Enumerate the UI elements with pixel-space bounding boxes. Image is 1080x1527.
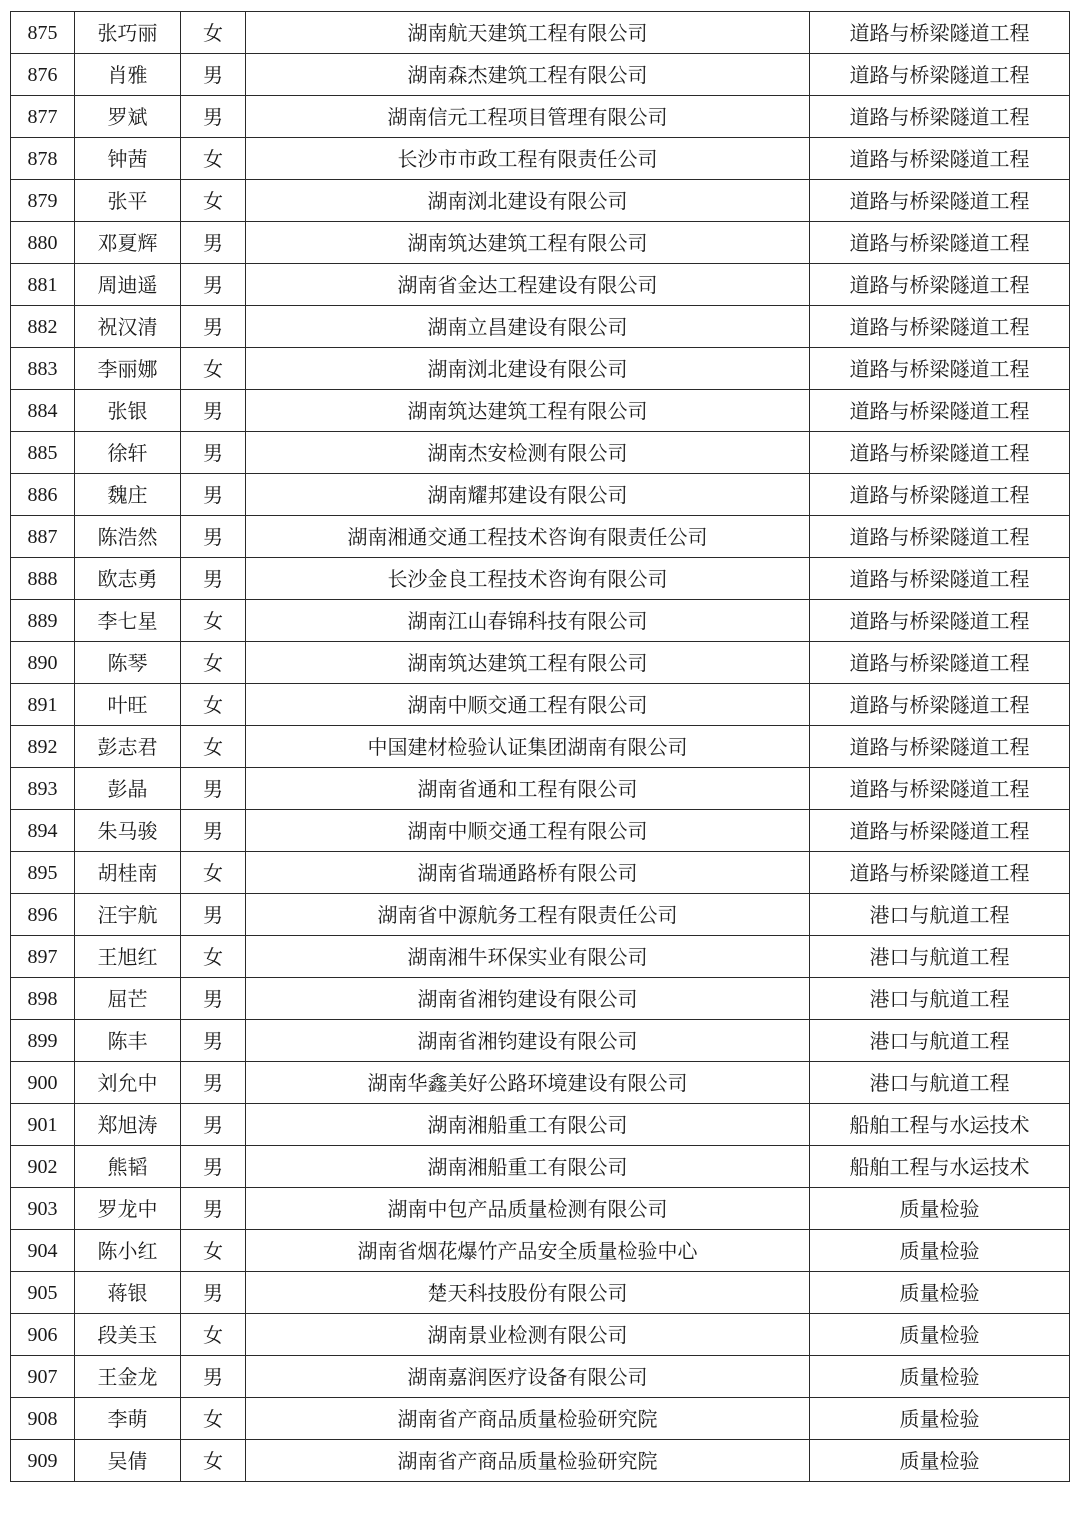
specialty-cell: 质量检验	[810, 1272, 1070, 1314]
table-row	[11, 1062, 1070, 1104]
row-number-cell: 884	[11, 390, 75, 432]
gender-cell: 女	[181, 1440, 246, 1482]
gender-cell: 男	[181, 1188, 246, 1230]
table-row	[11, 978, 1070, 1020]
company-name-cell: 楚天科技股份有限公司	[246, 1272, 810, 1314]
person-name-cell: 魏庄	[75, 474, 181, 516]
company-name-cell: 湖南浏北建设有限公司	[246, 180, 810, 222]
gender-cell: 男	[181, 96, 246, 138]
company-name-cell: 湖南森杰建筑工程有限公司	[246, 54, 810, 96]
gender-cell: 女	[181, 852, 246, 894]
gender-cell: 女	[181, 180, 246, 222]
row-number-cell: 879	[11, 180, 75, 222]
company-name-cell: 湖南省烟花爆竹产品安全质量检验中心	[246, 1230, 810, 1272]
company-name-cell: 湖南筑达建筑工程有限公司	[246, 390, 810, 432]
company-name-cell: 湖南省产商品质量检验研究院	[246, 1398, 810, 1440]
row-number-cell: 878	[11, 138, 75, 180]
gender-cell: 女	[181, 1314, 246, 1356]
row-number-cell: 907	[11, 1356, 75, 1398]
row-number-cell: 900	[11, 1062, 75, 1104]
gender-cell: 男	[181, 474, 246, 516]
row-number-cell: 899	[11, 1020, 75, 1062]
gender-cell: 女	[181, 936, 246, 978]
specialty-cell: 道路与桥梁隧道工程	[810, 516, 1070, 558]
table-row	[11, 516, 1070, 558]
gender-cell: 女	[181, 684, 246, 726]
company-name-cell: 湖南中顺交通工程有限公司	[246, 810, 810, 852]
person-name-cell: 欧志勇	[75, 558, 181, 600]
table-row	[11, 810, 1070, 852]
row-number-cell: 891	[11, 684, 75, 726]
table-row	[11, 180, 1070, 222]
gender-cell: 女	[181, 138, 246, 180]
table-row	[11, 264, 1070, 306]
table-row	[11, 54, 1070, 96]
specialty-cell: 道路与桥梁隧道工程	[810, 810, 1070, 852]
company-name-cell: 湖南湘船重工有限公司	[246, 1104, 810, 1146]
row-number-cell: 888	[11, 558, 75, 600]
person-name-cell: 张巧丽	[75, 12, 181, 54]
company-name-cell: 湖南华鑫美好公路环境建设有限公司	[246, 1062, 810, 1104]
company-name-cell: 湖南江山春锦科技有限公司	[246, 600, 810, 642]
row-number-cell: 885	[11, 432, 75, 474]
company-name-cell: 湖南立昌建设有限公司	[246, 306, 810, 348]
table-row	[11, 474, 1070, 516]
company-name-cell: 湖南省金达工程建设有限公司	[246, 264, 810, 306]
specialty-cell: 道路与桥梁隧道工程	[810, 558, 1070, 600]
table-row	[11, 1440, 1070, 1482]
company-name-cell: 湖南杰安检测有限公司	[246, 432, 810, 474]
row-number-cell: 881	[11, 264, 75, 306]
table-row	[11, 852, 1070, 894]
person-name-cell: 王旭红	[75, 936, 181, 978]
person-name-cell: 李萌	[75, 1398, 181, 1440]
specialty-cell: 船舶工程与水运技术	[810, 1104, 1070, 1146]
specialty-cell: 道路与桥梁隧道工程	[810, 600, 1070, 642]
specialty-cell: 船舶工程与水运技术	[810, 1146, 1070, 1188]
table-row	[11, 1146, 1070, 1188]
gender-cell: 女	[181, 1230, 246, 1272]
person-name-cell: 胡桂南	[75, 852, 181, 894]
company-name-cell: 湖南省湘钧建设有限公司	[246, 1020, 810, 1062]
person-name-cell: 熊韬	[75, 1146, 181, 1188]
company-name-cell: 湖南省瑞通路桥有限公司	[246, 852, 810, 894]
specialty-cell: 道路与桥梁隧道工程	[810, 348, 1070, 390]
table-row	[11, 600, 1070, 642]
table-row	[11, 684, 1070, 726]
gender-cell: 男	[181, 54, 246, 96]
company-name-cell: 湖南嘉润医疗设备有限公司	[246, 1356, 810, 1398]
person-name-cell: 彭晶	[75, 768, 181, 810]
specialty-cell: 质量检验	[810, 1188, 1070, 1230]
table-row	[11, 1272, 1070, 1314]
table-row	[11, 642, 1070, 684]
specialty-cell: 道路与桥梁隧道工程	[810, 474, 1070, 516]
table-row	[11, 1020, 1070, 1062]
company-name-cell: 湖南省中源航务工程有限责任公司	[246, 894, 810, 936]
person-name-cell: 张银	[75, 390, 181, 432]
row-number-cell: 901	[11, 1104, 75, 1146]
gender-cell: 男	[181, 1356, 246, 1398]
specialty-cell: 港口与航道工程	[810, 1062, 1070, 1104]
gender-cell: 女	[181, 348, 246, 390]
specialty-cell: 道路与桥梁隧道工程	[810, 222, 1070, 264]
person-name-cell: 李七星	[75, 600, 181, 642]
table-row	[11, 96, 1070, 138]
company-name-cell: 湖南筑达建筑工程有限公司	[246, 642, 810, 684]
specialty-cell: 质量检验	[810, 1314, 1070, 1356]
row-number-cell: 892	[11, 726, 75, 768]
roster-table	[10, 11, 1070, 1482]
person-name-cell: 邓夏辉	[75, 222, 181, 264]
specialty-cell: 道路与桥梁隧道工程	[810, 432, 1070, 474]
row-number-cell: 886	[11, 474, 75, 516]
specialty-cell: 道路与桥梁隧道工程	[810, 684, 1070, 726]
gender-cell: 女	[181, 726, 246, 768]
specialty-cell: 道路与桥梁隧道工程	[810, 54, 1070, 96]
specialty-cell: 港口与航道工程	[810, 894, 1070, 936]
row-number-cell: 883	[11, 348, 75, 390]
row-number-cell: 887	[11, 516, 75, 558]
person-name-cell: 陈浩然	[75, 516, 181, 558]
row-number-cell: 909	[11, 1440, 75, 1482]
person-name-cell: 郑旭涛	[75, 1104, 181, 1146]
table-row	[11, 1230, 1070, 1272]
gender-cell: 男	[181, 390, 246, 432]
row-number-cell: 893	[11, 768, 75, 810]
gender-cell: 男	[181, 516, 246, 558]
gender-cell: 男	[181, 978, 246, 1020]
gender-cell: 男	[181, 1272, 246, 1314]
person-name-cell: 叶旺	[75, 684, 181, 726]
gender-cell: 女	[181, 1398, 246, 1440]
table-row	[11, 1188, 1070, 1230]
row-number-cell: 898	[11, 978, 75, 1020]
specialty-cell: 道路与桥梁隧道工程	[810, 852, 1070, 894]
gender-cell: 男	[181, 894, 246, 936]
row-number-cell: 880	[11, 222, 75, 264]
person-name-cell: 钟茜	[75, 138, 181, 180]
table-row	[11, 306, 1070, 348]
gender-cell: 男	[181, 768, 246, 810]
gender-cell: 男	[181, 1104, 246, 1146]
specialty-cell: 道路与桥梁隧道工程	[810, 138, 1070, 180]
specialty-cell: 质量检验	[810, 1398, 1070, 1440]
specialty-cell: 港口与航道工程	[810, 1020, 1070, 1062]
specialty-cell: 道路与桥梁隧道工程	[810, 726, 1070, 768]
table-row	[11, 432, 1070, 474]
company-name-cell: 湖南湘船重工有限公司	[246, 1146, 810, 1188]
table-row	[11, 138, 1070, 180]
gender-cell: 男	[181, 1020, 246, 1062]
table-row	[11, 348, 1070, 390]
company-name-cell: 湖南省产商品质量检验研究院	[246, 1440, 810, 1482]
table-row	[11, 1398, 1070, 1440]
person-name-cell: 陈琴	[75, 642, 181, 684]
gender-cell: 男	[181, 432, 246, 474]
gender-cell: 男	[181, 306, 246, 348]
specialty-cell: 道路与桥梁隧道工程	[810, 180, 1070, 222]
specialty-cell: 道路与桥梁隧道工程	[810, 390, 1070, 432]
row-number-cell: 889	[11, 600, 75, 642]
person-name-cell: 吴倩	[75, 1440, 181, 1482]
company-name-cell: 湖南省湘钧建设有限公司	[246, 978, 810, 1020]
row-number-cell: 904	[11, 1230, 75, 1272]
gender-cell: 女	[181, 642, 246, 684]
specialty-cell: 道路与桥梁隧道工程	[810, 642, 1070, 684]
company-name-cell: 湖南景业检测有限公司	[246, 1314, 810, 1356]
row-number-cell: 905	[11, 1272, 75, 1314]
person-name-cell: 王金龙	[75, 1356, 181, 1398]
row-number-cell: 882	[11, 306, 75, 348]
table-row	[11, 1104, 1070, 1146]
table-row	[11, 894, 1070, 936]
table-row	[11, 936, 1070, 978]
table-row	[11, 12, 1070, 54]
specialty-cell: 道路与桥梁隧道工程	[810, 306, 1070, 348]
table-row	[11, 390, 1070, 432]
person-name-cell: 段美玉	[75, 1314, 181, 1356]
gender-cell: 女	[181, 12, 246, 54]
company-name-cell: 湖南省通和工程有限公司	[246, 768, 810, 810]
person-name-cell: 刘允中	[75, 1062, 181, 1104]
table-row	[11, 1356, 1070, 1398]
row-number-cell: 906	[11, 1314, 75, 1356]
gender-cell: 男	[181, 1146, 246, 1188]
row-number-cell: 895	[11, 852, 75, 894]
person-name-cell: 蒋银	[75, 1272, 181, 1314]
table-row	[11, 222, 1070, 264]
person-name-cell: 张平	[75, 180, 181, 222]
table-row	[11, 558, 1070, 600]
company-name-cell: 湖南浏北建设有限公司	[246, 348, 810, 390]
row-number-cell: 896	[11, 894, 75, 936]
company-name-cell: 湖南筑达建筑工程有限公司	[246, 222, 810, 264]
person-name-cell: 陈小红	[75, 1230, 181, 1272]
person-name-cell: 屈芒	[75, 978, 181, 1020]
row-number-cell: 903	[11, 1188, 75, 1230]
person-name-cell: 周迪遥	[75, 264, 181, 306]
person-name-cell: 祝汉清	[75, 306, 181, 348]
gender-cell: 女	[181, 600, 246, 642]
person-name-cell: 朱马骏	[75, 810, 181, 852]
specialty-cell: 道路与桥梁隧道工程	[810, 96, 1070, 138]
specialty-cell: 港口与航道工程	[810, 936, 1070, 978]
person-name-cell: 李丽娜	[75, 348, 181, 390]
gender-cell: 男	[181, 558, 246, 600]
person-name-cell: 罗斌	[75, 96, 181, 138]
gender-cell: 男	[181, 222, 246, 264]
row-number-cell: 902	[11, 1146, 75, 1188]
specialty-cell: 道路与桥梁隧道工程	[810, 768, 1070, 810]
specialty-cell: 港口与航道工程	[810, 978, 1070, 1020]
person-name-cell: 罗龙中	[75, 1188, 181, 1230]
specialty-cell: 道路与桥梁隧道工程	[810, 12, 1070, 54]
row-number-cell: 908	[11, 1398, 75, 1440]
company-name-cell: 湖南航天建筑工程有限公司	[246, 12, 810, 54]
company-name-cell: 湖南中包产品质量检测有限公司	[246, 1188, 810, 1230]
row-number-cell: 897	[11, 936, 75, 978]
table-row	[11, 726, 1070, 768]
company-name-cell: 湖南湘牛环保实业有限公司	[246, 936, 810, 978]
specialty-cell: 质量检验	[810, 1440, 1070, 1482]
row-number-cell: 890	[11, 642, 75, 684]
person-name-cell: 徐轩	[75, 432, 181, 474]
roster-body	[11, 12, 1070, 1482]
person-name-cell: 陈丰	[75, 1020, 181, 1062]
gender-cell: 男	[181, 1062, 246, 1104]
company-name-cell: 湖南中顺交通工程有限公司	[246, 684, 810, 726]
person-name-cell: 肖雅	[75, 54, 181, 96]
person-name-cell: 彭志君	[75, 726, 181, 768]
row-number-cell: 894	[11, 810, 75, 852]
row-number-cell: 876	[11, 54, 75, 96]
specialty-cell: 道路与桥梁隧道工程	[810, 264, 1070, 306]
row-number-cell: 875	[11, 12, 75, 54]
gender-cell: 男	[181, 810, 246, 852]
company-name-cell: 长沙金良工程技术咨询有限公司	[246, 558, 810, 600]
row-number-cell: 877	[11, 96, 75, 138]
table-row	[11, 768, 1070, 810]
company-name-cell: 长沙市市政工程有限责任公司	[246, 138, 810, 180]
specialty-cell: 质量检验	[810, 1356, 1070, 1398]
company-name-cell: 湖南湘通交通工程技术咨询有限责任公司	[246, 516, 810, 558]
company-name-cell: 中国建材检验认证集团湖南有限公司	[246, 726, 810, 768]
gender-cell: 男	[181, 264, 246, 306]
company-name-cell: 湖南耀邦建设有限公司	[246, 474, 810, 516]
specialty-cell: 质量检验	[810, 1230, 1070, 1272]
company-name-cell: 湖南信元工程项目管理有限公司	[246, 96, 810, 138]
person-name-cell: 汪宇航	[75, 894, 181, 936]
table-row	[11, 1314, 1070, 1356]
